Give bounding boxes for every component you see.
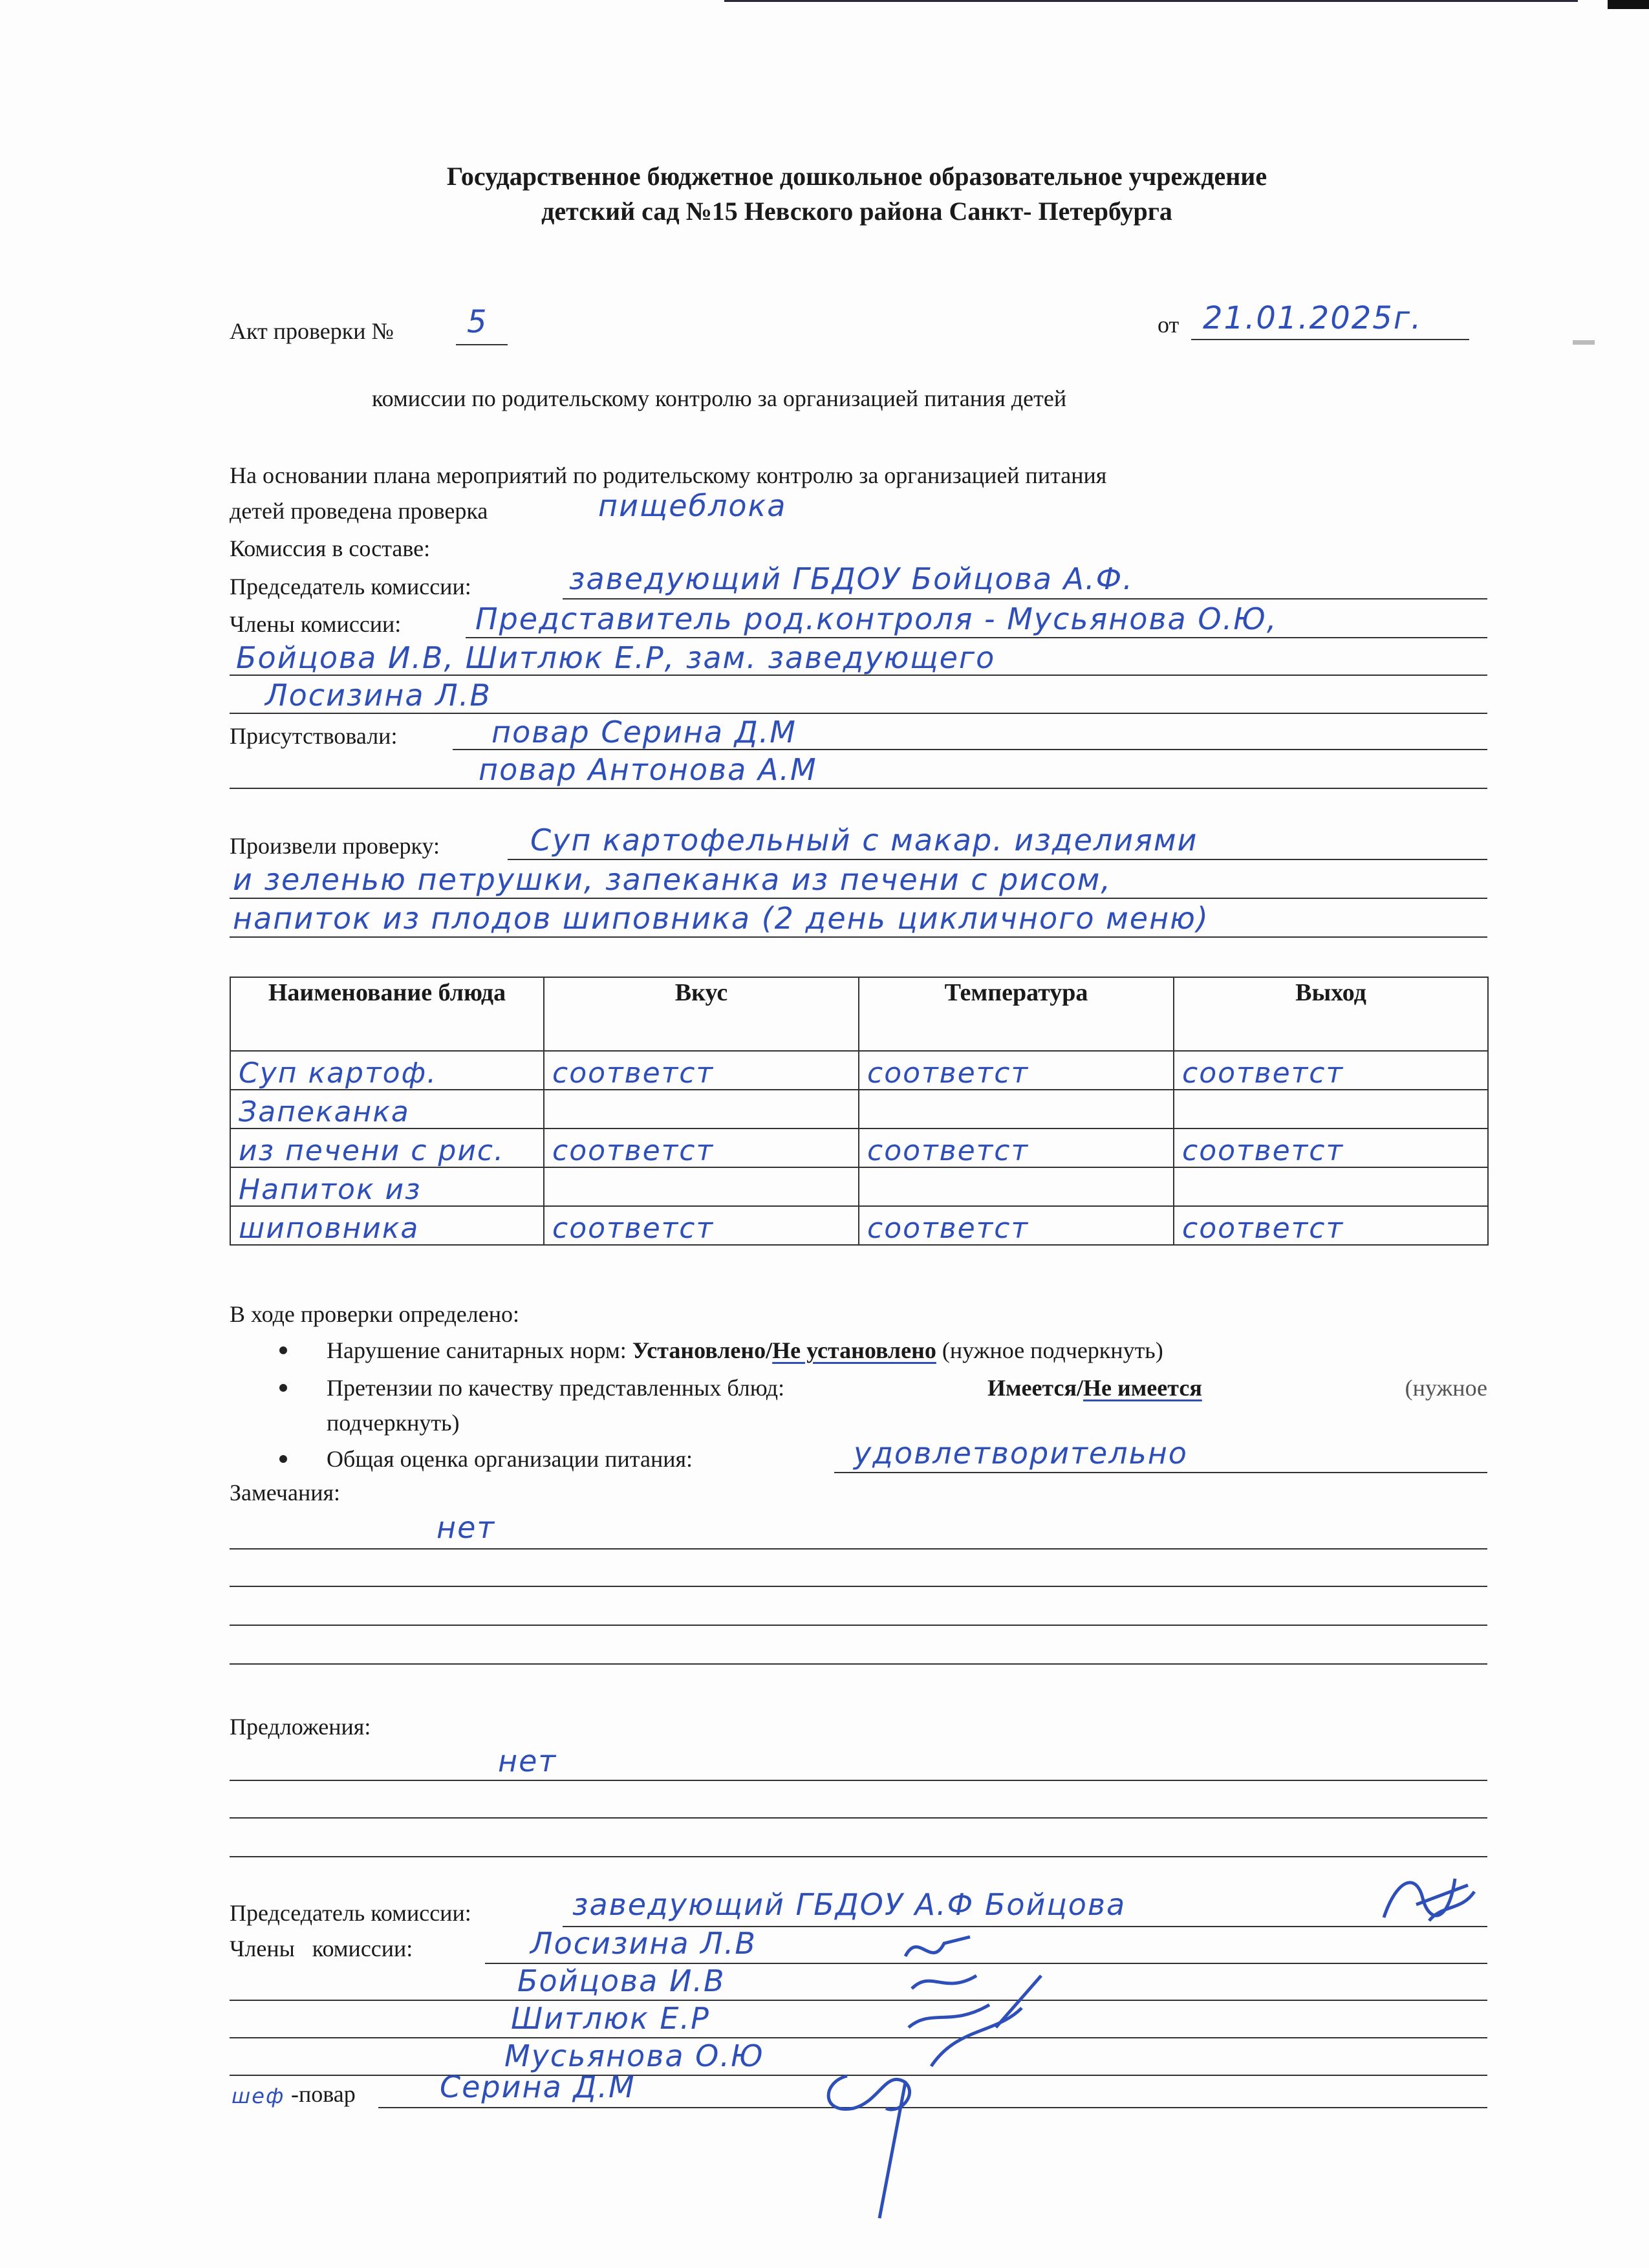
signature-members-line3	[230, 2037, 1487, 2038]
dish-cell	[230, 1167, 544, 1206]
commission-chair-line	[563, 598, 1487, 599]
dish-name: из печени с рис.	[239, 1136, 505, 1167]
scan-top-edge	[724, 0, 1578, 2]
institution-name-line2: детский сад №15 Невского района Санкт- Петербурга	[541, 197, 1172, 226]
col-header-temperature: Температура	[859, 977, 1174, 1051]
temperature-value: соответст	[867, 1136, 1029, 1167]
checked-line2	[230, 898, 1487, 899]
col-header-dish: Наименование блюда	[230, 977, 544, 1051]
taste-cell	[544, 1090, 859, 1129]
taste-cell	[544, 1206, 859, 1245]
commission-members-value3: Лосизина Л.В	[265, 678, 491, 713]
proposals-line2	[230, 1817, 1487, 1819]
yield-value: соответст	[1182, 1058, 1344, 1089]
commission-members-value1: Представитель род.контроля - Мусьянова О.Ю,	[475, 601, 1278, 636]
yield-cell	[1174, 1051, 1488, 1090]
dish-cell	[230, 1090, 544, 1129]
taste-cell	[544, 1129, 859, 1167]
finding-sanitary	[327, 1337, 1163, 1363]
yield-value: соответст	[1182, 1136, 1344, 1167]
finding-overall-value: удовлетворительно	[854, 1436, 1188, 1471]
act-number-value: 5	[467, 304, 488, 340]
proposals-line1	[230, 1780, 1487, 1781]
present-label: Присутствовали:	[230, 723, 398, 749]
checked-value3: напиток из плодов шиповника (2 день цикличного меню)	[233, 901, 1209, 936]
signature-members-label: Члены комиссии:	[230, 1936, 413, 1961]
act-date-label: от	[1158, 312, 1180, 338]
signature-chair-scribble	[1377, 1866, 1481, 1937]
act-date-line	[1191, 339, 1469, 340]
findings-label: В ходе проверки определено:	[230, 1301, 519, 1327]
dish-cell	[230, 1129, 544, 1167]
remarks-label: Замечания:	[230, 1480, 341, 1506]
proposals-line3	[230, 1856, 1487, 1857]
signature-chef-value: Серина Д.М	[440, 2069, 636, 2104]
dish-name: Суп картоф.	[239, 1058, 438, 1089]
temperature-value: соответст	[867, 1213, 1029, 1244]
signature-chef-label: -повар	[291, 2081, 356, 2107]
table-row	[230, 1206, 1488, 1245]
finding-quality	[327, 1375, 1487, 1401]
taste-cell	[544, 1051, 859, 1090]
finding-sanitary-option-a: Установлено/	[632, 1337, 773, 1363]
scan-corner-mark	[1608, 0, 1649, 9]
checked-value2: и зеленью петрушки, запеканка из печени с рисом,	[233, 862, 1112, 897]
commission-members-value2: Бойцова И.В, Шитлюк Е.Р, зам. заведующего	[236, 640, 996, 675]
remarks-line2	[230, 1586, 1487, 1587]
taste-cell	[544, 1167, 859, 1206]
signature-member-4: Мусьянова О.Ю	[504, 2038, 764, 2073]
checked-value1: Суп картофельный с макар. изделиями	[530, 823, 1198, 858]
dish-name: шиповника	[239, 1213, 420, 1244]
remarks-line4	[230, 1663, 1487, 1665]
intro-text-line2: детей проведена проверка	[230, 498, 488, 524]
table-row	[230, 1167, 1488, 1206]
commission-members-line3	[230, 713, 1487, 714]
dishes-table	[230, 977, 1489, 1246]
yield-cell	[1174, 1167, 1488, 1206]
col-header-taste: Вкус	[544, 977, 859, 1051]
dish-name: Напиток из	[239, 1174, 422, 1205]
bullet-icon	[279, 1346, 287, 1354]
present-value2: повар Антонова А.М	[479, 752, 817, 787]
signature-members-line2	[230, 2000, 1487, 2001]
scan-margin-mark	[1573, 340, 1595, 345]
commission-composition-label: Комиссия в составе:	[230, 535, 431, 561]
temperature-cell	[859, 1167, 1174, 1206]
commission-chair-value: заведующий ГБДОУ Бойцова А.Ф.	[569, 561, 1134, 596]
finding-quality-note-b: подчеркнуть)	[327, 1410, 460, 1436]
commission-members-label: Члены комиссии:	[230, 611, 402, 637]
remarks-value: нет	[436, 1510, 496, 1545]
signature-chair-label: Председатель комиссии:	[230, 1900, 471, 1926]
remarks-line1	[230, 1548, 1487, 1550]
col-header-yield: Выход	[1174, 977, 1488, 1051]
table-row	[230, 1129, 1488, 1167]
finding-quality-label: Претензии по качеству представленных блюд:	[327, 1375, 785, 1401]
yield-value: соответст	[1182, 1213, 1344, 1244]
act-subtitle: комиссии по родительскому контролю за организацией питания детей	[372, 385, 1067, 411]
yield-cell	[1174, 1129, 1488, 1167]
act-date-value: 21.01.2025г.	[1203, 300, 1423, 336]
yield-cell	[1174, 1206, 1488, 1245]
bullet-icon	[279, 1455, 287, 1463]
remarks-line3	[230, 1625, 1487, 1626]
finding-quality-note-a: (нужное	[1405, 1375, 1487, 1401]
table-header-row	[230, 977, 1488, 1051]
checked-line1	[508, 859, 1487, 860]
temperature-value: соответст	[867, 1058, 1029, 1089]
act-number-label: Акт проверки №	[230, 318, 394, 344]
commission-chair-label: Председатель комиссии:	[230, 574, 471, 599]
temperature-cell	[859, 1051, 1174, 1090]
yield-cell	[1174, 1090, 1488, 1129]
finding-sanitary-option-b: Не установлено	[772, 1337, 936, 1363]
signature-chair-value: заведующий ГБДОУ А.Ф Бойцова	[572, 1887, 1126, 1922]
proposals-value: нет	[498, 1744, 557, 1778]
signature-chef-scribble	[808, 2057, 938, 2225]
taste-value: соответст	[552, 1213, 715, 1244]
checked-line3	[230, 936, 1487, 938]
signature-chef-prefix: шеф	[232, 2084, 285, 2108]
checked-label: Произвели проверку:	[230, 833, 440, 859]
signature-member-3: Шитлюк Е.Р	[511, 2001, 710, 2036]
intro-text-line1: На основании плана мероприятий по родительскому контролю за организацией питания	[230, 462, 1107, 488]
table-row	[230, 1051, 1488, 1090]
institution-name-line1: Государственное бюджетное дошкольное образовательное учреждение	[446, 162, 1267, 191]
finding-quality-option-a: Имеется/	[987, 1375, 1084, 1401]
taste-value: соответст	[552, 1058, 715, 1089]
intro-object-value: пищеблока	[598, 488, 787, 523]
bullet-icon	[279, 1384, 287, 1392]
temperature-cell	[859, 1090, 1174, 1129]
signature-member-1: Лосизина Л.В	[530, 1926, 757, 1961]
present-value1: повар Серина Д.М	[491, 715, 797, 750]
finding-sanitary-label: Нарушение санитарных норм:	[327, 1337, 627, 1363]
proposals-label: Предложения:	[230, 1714, 371, 1740]
present-line2	[230, 788, 1487, 789]
dish-cell	[230, 1206, 544, 1245]
finding-overall-line	[834, 1472, 1487, 1473]
temperature-cell	[859, 1129, 1174, 1167]
dish-cell	[230, 1051, 544, 1090]
dish-name: Запеканка	[239, 1097, 410, 1128]
commission-members-line1	[466, 637, 1487, 638]
finding-overall-label: Общая оценка организации питания:	[327, 1446, 693, 1472]
finding-sanitary-note: (нужное подчеркнуть)	[942, 1337, 1163, 1363]
finding-quality-option-b: Не имеется	[1083, 1375, 1202, 1401]
temperature-cell	[859, 1206, 1174, 1245]
act-number-line	[456, 344, 508, 345]
taste-value: соответст	[552, 1136, 715, 1167]
table-row	[230, 1090, 1488, 1129]
signature-member-2: Бойцова И.В	[517, 1963, 726, 1998]
